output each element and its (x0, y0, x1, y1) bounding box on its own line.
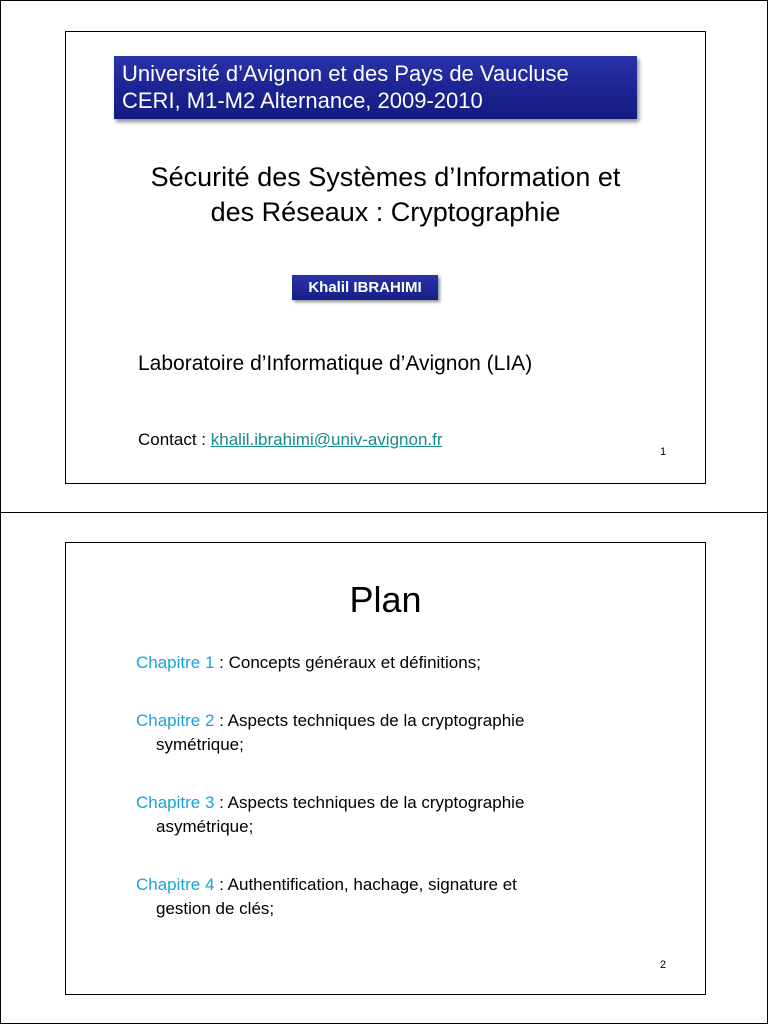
banner-line-university: Université d’Avignon et des Pays de Vaucluse (122, 61, 569, 86)
author-badge: Khalil IBRAHIMI (292, 275, 438, 300)
slide-plan (65, 542, 706, 995)
slide-number: 1 (660, 446, 667, 458)
chapter-text: : Aspects techniques de la cryptographie (214, 793, 525, 812)
chapter-text-continued: gestion de clés; (156, 899, 275, 918)
document-page-2 (0, 512, 768, 1024)
chapter-text-continued: symétrique; (156, 735, 244, 754)
chapter-item (136, 709, 676, 757)
laboratory-name: Laboratoire d’Informatique d’Avignon (LIA) (138, 352, 533, 375)
course-title-line-1: Sécurité des Systèmes d’Information et (150, 162, 621, 192)
chapter-text: : Aspects techniques de la cryptographie (214, 711, 525, 730)
chapter-text: : Concepts généraux et définitions; (214, 653, 481, 672)
chapter-item (136, 873, 676, 921)
chapter-text-continued: asymétrique; (156, 817, 254, 836)
course-title-line-2: des Réseaux : Cryptographie (210, 197, 561, 227)
course-title (66, 160, 705, 230)
chapter-item (136, 791, 676, 839)
contact-line (138, 429, 443, 451)
chapter-text: : Authentification, hachage, signature et (214, 875, 517, 894)
contact-label: Contact : (138, 430, 211, 449)
banner-line-program: CERI, M1-M2 Alternance, 2009-2010 (122, 88, 483, 113)
slide-title-page (65, 31, 706, 484)
chapter-label: Chapitre 2 (136, 711, 215, 730)
chapter-label: Chapitre 4 (136, 875, 215, 894)
chapter-item (136, 651, 676, 675)
chapter-label: Chapitre 1 (136, 653, 215, 672)
contact-email-link[interactable]: khalil.ibrahimi@univ-avignon.fr (210, 430, 443, 449)
slide-number: 2 (660, 959, 667, 971)
chapter-label: Chapitre 3 (136, 793, 215, 812)
university-banner (114, 56, 637, 119)
plan-title: Plan (349, 579, 422, 620)
